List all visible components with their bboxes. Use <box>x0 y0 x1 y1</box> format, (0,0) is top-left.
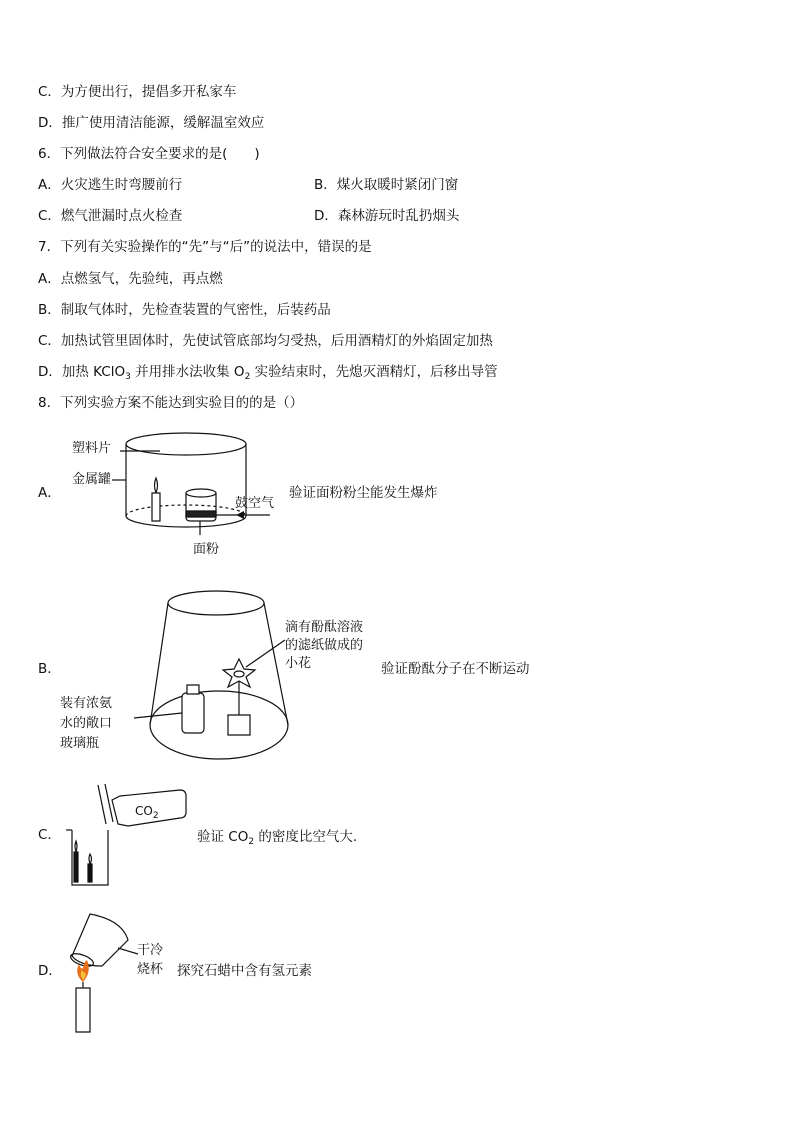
co2-pouring-apparatus <box>60 782 190 892</box>
q8-stem: 8．下列实验方案不能达到实验目的的是（） <box>38 395 304 411</box>
label-metal-can: 金属罐 <box>72 472 112 487</box>
label-bottle-line-2: 水的敞口 <box>60 716 113 731</box>
q6-stem: 6．下列做法符合安全要求的是( ) <box>38 146 260 162</box>
label-dry-cold-line-1: 干冷 <box>137 943 164 958</box>
q7-option-a: A．点燃氢气，先验纯，再点燃 <box>38 271 223 287</box>
q8-b-letter: B． <box>38 661 61 677</box>
q8-d-text: 探究石蜡中含有氢元素 <box>177 963 312 979</box>
q5-option-d: D．推广使用清洁能源，缓解温室效应 <box>38 115 265 131</box>
q8-a-letter: A． <box>38 485 61 501</box>
q6-option-c: C．燃气泄漏时点火检查 <box>38 208 183 224</box>
label-blow-air: 鼓空气 <box>235 496 275 511</box>
co2-bottle-label: $CO_2$ <box>135 804 159 821</box>
phenolphthalein-ammonia-apparatus <box>140 585 300 765</box>
label-flour: 面粉 <box>193 542 220 557</box>
label-flower-line-2: 的滤纸做成的 <box>285 638 364 653</box>
label-bottle-line-1: 装有浓氨 <box>60 696 113 711</box>
q8-c-text: 验证 $CO_2$ 的密度比空气大. <box>197 829 358 847</box>
label-bottle-line-3: 玻璃瓶 <box>60 736 100 751</box>
label-flower-line-1: 滴有酚酞溶液 <box>285 620 364 635</box>
q8-a-text: 验证面粉粉尘能发生爆炸 <box>289 485 438 501</box>
q7-option-c: C．加热试管里固体时，先使试管底部均匀受热，后用酒精灯的外焰固定加热 <box>38 333 493 349</box>
q7-stem: 7．下列有关实验操作的“先”与“后”的说法中，错误的是 <box>38 239 372 255</box>
q5-option-c: C．为方便出行，提倡多开私家车 <box>38 84 237 100</box>
q6-option-a: A．火灾逃生时弯腰前行 <box>38 177 183 193</box>
label-plastic-sheet: 塑料片 <box>72 441 112 456</box>
q6-option-b: B．煤火取暖时紧闭门窗 <box>314 177 459 193</box>
label-dry-cold-line-2: 烧杯 <box>137 962 164 977</box>
q8-c-letter: C． <box>38 827 61 843</box>
q8-b-text: 验证酚酞分子在不断运动 <box>381 661 530 677</box>
q8-d-letter: D． <box>38 963 62 979</box>
q7-option-d: D．加热 KClO$_3$ 并用排水法收集 $O_2$ 实验结束时，先熄灭酒精灯，后移出导管 <box>38 364 498 382</box>
q6-option-d: D．森林游玩时乱扔烟头 <box>314 208 460 224</box>
label-flower-line-3: 小花 <box>285 656 312 671</box>
q7-option-b: B．制取气体时，先检查装置的气密性，后装药品 <box>38 302 331 318</box>
